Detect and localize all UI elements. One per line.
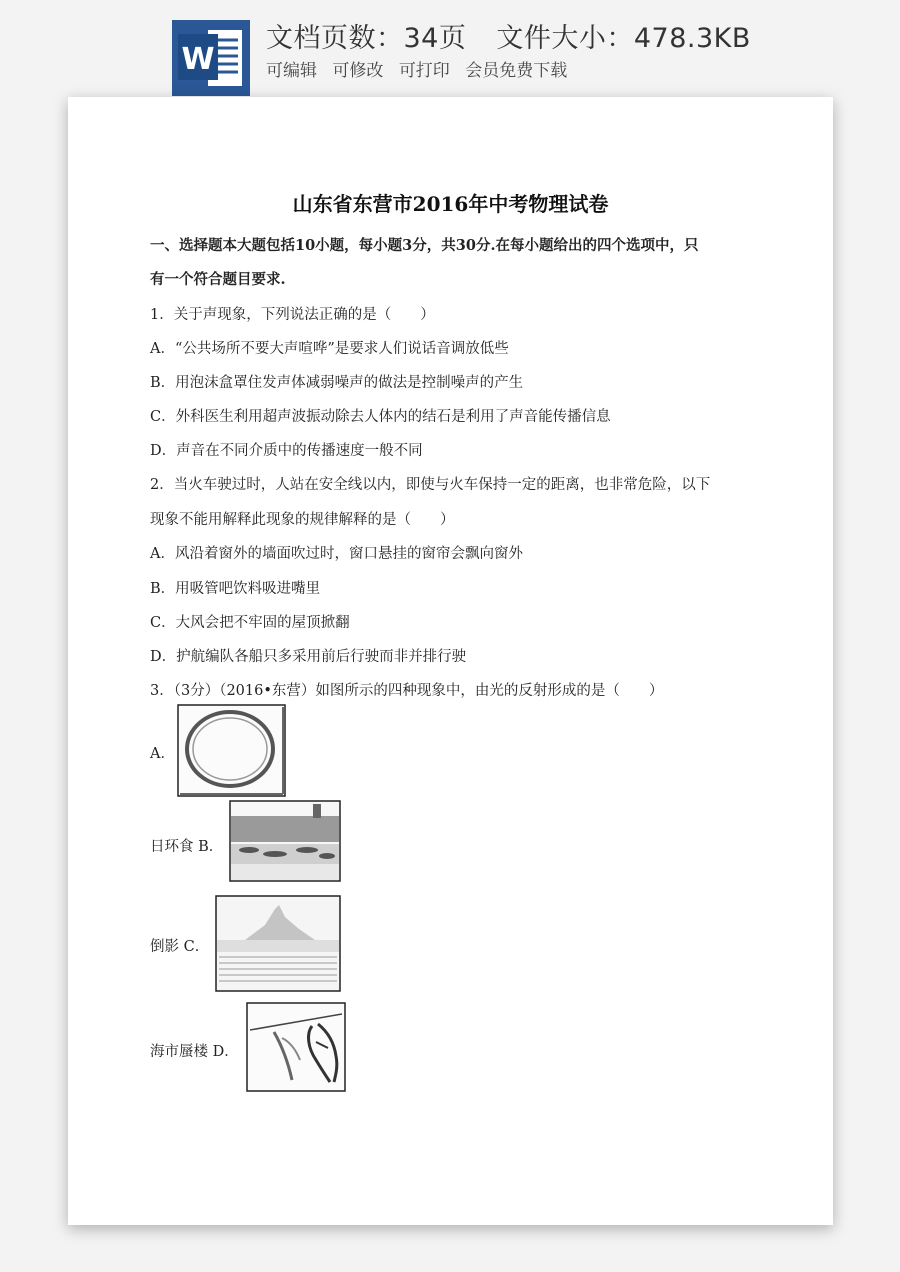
word-document-icon	[172, 20, 250, 96]
section-heading-line2: 有一个符合题目要求.	[150, 271, 286, 288]
question-3-stem: 3．（3分）（2016•东营）如图所示的四种现象中，由光的反射形成的是（ ）	[150, 683, 664, 699]
page-count: 文档页数：34页	[266, 23, 467, 54]
download-banner	[0, 0, 900, 100]
shadow-puppet-image	[246, 1002, 346, 1092]
question-2-option-c: C．大风会把不牢固的屋顶掀翻	[150, 615, 350, 631]
question-1-option-b: B．用泡沫盒罩住发声体减弱噪声的做法是控制噪声的产生	[150, 375, 524, 391]
question-3-option-a-label: A．	[150, 746, 175, 762]
file-size: 文件大小：478.3KB	[496, 23, 751, 54]
question-2-option-d: D．护航编队各船只多采用前后行驶而非并排行驶	[150, 649, 467, 665]
question-3-option-c-label: 倒影 C．	[150, 939, 210, 955]
reflection-image	[229, 800, 341, 882]
feature-list	[266, 56, 577, 81]
question-2-option-a: A．风沿着窗外的墙面吹过时，窗口悬挂的窗帘会飘向窗外	[150, 546, 523, 562]
doc-stats	[266, 16, 751, 55]
feature-modifiable: 可修改	[332, 61, 384, 81]
question-1-stem: 1．关于声现象，下列说法正确的是（ ）	[150, 307, 435, 323]
question-2-option-b: B．用吸管吧饮料吸进嘴里	[150, 581, 321, 597]
document-page	[68, 97, 833, 1225]
word-icon-letter: W	[181, 42, 215, 77]
feature-printable: 可打印	[398, 61, 450, 81]
question-1-option-d: D．声音在不同介质中的传播速度一般不同	[150, 443, 423, 459]
question-2-stem-line2: 现象不能用解释此现象的规律解释的是（ ）	[150, 512, 455, 528]
question-3-option-b-label: 日环食 B．	[150, 839, 224, 855]
question-1-option-c: C．外科医生利用超声波振动除去人体内的结石是利用了声音能传播信息	[150, 409, 611, 425]
page-title: 山东省东营市2016年中考物理试卷	[292, 192, 609, 216]
feature-free-download: 会员免费下载	[465, 61, 568, 81]
question-3-option-d-label: 海市蜃楼 D．	[150, 1044, 239, 1060]
mirage-image	[215, 895, 341, 992]
section-heading-line1: 一、选择题本大题包括10小题，每小题3分，共30分.在每小题给出的四个选项中，只	[150, 237, 699, 254]
solar-eclipse-ring-image	[177, 704, 286, 797]
question-1-option-a: A．“公共场所不要大声喧哗”是要求人们说话音调放低些	[150, 341, 509, 357]
question-2-stem-line1: 2．当火车驶过时，人站在安全线以内，即使与火车保持一定的距离，也非常危险，以下	[150, 477, 711, 493]
feature-editable: 可编辑	[266, 61, 317, 81]
